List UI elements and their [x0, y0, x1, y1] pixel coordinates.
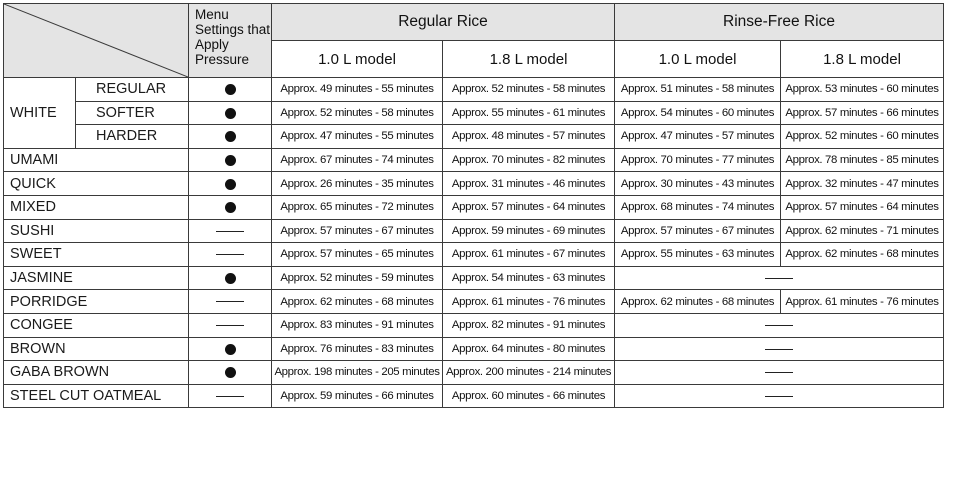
menu-label: SUSHI [10, 222, 55, 239]
menu-cell [4, 148, 189, 172]
pressure-cell [189, 266, 272, 290]
pressure-dot-icon [225, 155, 236, 166]
time-cell-regular-1-0: Approx. 57 minutes - 67 minutes [272, 219, 443, 243]
menu-cell [4, 313, 189, 337]
time-cell-rinse-free-1-8: Approx. 62 minutes - 71 minutes [781, 219, 944, 243]
time-cell-rinse-free-1-8: Approx. 62 minutes - 68 minutes [781, 243, 944, 267]
pressure-cell [189, 148, 272, 172]
pressure-dot-icon [225, 367, 236, 378]
pressure-column-header: Menu Settings that Apply Pressure [189, 4, 272, 78]
menu-label: CONGEE [10, 317, 73, 334]
no-pressure-dash-icon [216, 325, 244, 326]
pressure-cell [189, 384, 272, 408]
menu-label: SWEET [10, 246, 62, 263]
time-cell-regular-1-8: Approx. 59 minutes - 69 minutes [443, 219, 615, 243]
not-applicable-dash-icon [765, 396, 793, 397]
cooking-time-table-wrapper [3, 3, 944, 408]
time-cell-regular-1-0: Approx. 198 minutes - 205 minutes [272, 361, 443, 385]
table-row-mixed [4, 195, 944, 219]
menu-cell [4, 219, 189, 243]
header-corner-cell [4, 4, 189, 78]
not-applicable-cell [615, 313, 944, 337]
pressure-cell [189, 219, 272, 243]
pressure-dot-icon [225, 202, 236, 213]
table-body [4, 78, 944, 408]
time-cell-regular-1-0: Approx. 59 minutes - 66 minutes [272, 384, 443, 408]
time-cell-rinse-free-1-8: Approx. 57 minutes - 64 minutes [781, 195, 944, 219]
pressure-dot-icon [225, 108, 236, 119]
table-row-white-harder [4, 125, 944, 149]
menu-cell [4, 266, 189, 290]
pressure-cell [189, 290, 272, 314]
time-cell-rinse-free-1-8: Approx. 61 minutes - 76 minutes [781, 290, 944, 314]
menu-label: STEEL CUT OATMEAL [10, 388, 162, 405]
not-applicable-dash-icon [765, 325, 793, 326]
not-applicable-dash-icon [765, 349, 793, 350]
time-cell-regular-1-8: Approx. 82 minutes - 91 minutes [443, 313, 615, 337]
time-cell-rinse-free-1-8: Approx. 53 minutes - 60 minutes [781, 78, 944, 102]
submenu-label: HARDER [96, 128, 158, 145]
table-row-jasmine [4, 266, 944, 290]
pressure-dot-icon [225, 84, 236, 95]
time-cell-regular-1-8: Approx. 61 minutes - 76 minutes [443, 290, 615, 314]
table-row-steel-cut-oatmeal [4, 384, 944, 408]
table-row-gaba-brown [4, 361, 944, 385]
menu-label: BROWN [10, 340, 66, 357]
table-row-brown [4, 337, 944, 361]
pressure-cell [189, 172, 272, 196]
model-header-rinse-free-1-0: 1.0 L model [615, 41, 781, 78]
pressure-cell [189, 243, 272, 267]
pressure-cell [189, 337, 272, 361]
time-cell-rinse-free-1-8: Approx. 32 minutes - 47 minutes [781, 172, 944, 196]
table-row-congee [4, 313, 944, 337]
rinse-free-rice-header: Rinse-Free Rice [615, 4, 944, 41]
time-cell-regular-1-8: Approx. 54 minutes - 63 minutes [443, 266, 615, 290]
time-cell-regular-1-0: Approx. 52 minutes - 59 minutes [272, 266, 443, 290]
menu-cell [4, 290, 189, 314]
no-pressure-dash-icon [216, 301, 244, 302]
time-cell-rinse-free-1-0: Approx. 51 minutes - 58 minutes [615, 78, 781, 102]
time-cell-regular-1-8: Approx. 48 minutes - 57 minutes [443, 125, 615, 149]
menu-label: MIXED [10, 199, 56, 216]
model-header-rinse-free-1-8: 1.8 L model [781, 41, 944, 78]
table-row-white-regular [4, 78, 944, 102]
menu-cell [4, 195, 189, 219]
time-cell-rinse-free-1-0: Approx. 30 minutes - 43 minutes [615, 172, 781, 196]
time-cell-rinse-free-1-0: Approx. 55 minutes - 63 minutes [615, 243, 781, 267]
menu-label: QUICK [10, 175, 56, 192]
time-cell-regular-1-8: Approx. 70 minutes - 82 minutes [443, 148, 615, 172]
pressure-dot-icon [225, 131, 236, 142]
time-cell-rinse-free-1-0: Approx. 68 minutes - 74 minutes [615, 195, 781, 219]
time-cell-rinse-free-1-8: Approx. 78 minutes - 85 minutes [781, 148, 944, 172]
time-cell-regular-1-0: Approx. 62 minutes - 68 minutes [272, 290, 443, 314]
time-cell-rinse-free-1-0: Approx. 47 minutes - 57 minutes [615, 125, 781, 149]
time-cell-rinse-free-1-0: Approx. 62 minutes - 68 minutes [615, 290, 781, 314]
pressure-cell [189, 195, 272, 219]
menu-cell [4, 361, 189, 385]
not-applicable-cell [615, 384, 944, 408]
not-applicable-cell [615, 337, 944, 361]
submenu-cell [76, 125, 189, 149]
no-pressure-dash-icon [216, 254, 244, 255]
time-cell-regular-1-0: Approx. 83 minutes - 91 minutes [272, 313, 443, 337]
time-cell-rinse-free-1-8: Approx. 57 minutes - 66 minutes [781, 101, 944, 125]
pressure-cell [189, 101, 272, 125]
pressure-dot-icon [225, 344, 236, 355]
menu-group-label: WHITE [10, 104, 57, 121]
time-cell-regular-1-0: Approx. 49 minutes - 55 minutes [272, 78, 443, 102]
corner-diagonal-line [4, 4, 188, 77]
time-cell-regular-1-8: Approx. 31 minutes - 46 minutes [443, 172, 615, 196]
time-cell-regular-1-8: Approx. 200 minutes - 214 minutes [443, 361, 615, 385]
pressure-cell [189, 125, 272, 149]
table-row-sweet [4, 243, 944, 267]
not-applicable-dash-icon [765, 278, 793, 279]
menu-cell [4, 243, 189, 267]
pressure-dot-icon [225, 179, 236, 190]
time-cell-regular-1-8: Approx. 64 minutes - 80 minutes [443, 337, 615, 361]
menu-cell [4, 337, 189, 361]
time-cell-regular-1-8: Approx. 60 minutes - 66 minutes [443, 384, 615, 408]
time-cell-regular-1-8: Approx. 61 minutes - 67 minutes [443, 243, 615, 267]
time-cell-regular-1-0: Approx. 47 minutes - 55 minutes [272, 125, 443, 149]
not-applicable-cell [615, 361, 944, 385]
menu-group-white [4, 78, 76, 149]
pressure-cell [189, 361, 272, 385]
table-row-quick [4, 172, 944, 196]
pressure-cell [189, 78, 272, 102]
submenu-cell [76, 101, 189, 125]
no-pressure-dash-icon [216, 396, 244, 397]
time-cell-regular-1-0: Approx. 76 minutes - 83 minutes [272, 337, 443, 361]
submenu-label: REGULAR [96, 81, 167, 98]
model-header-regular-1-8: 1.8 L model [443, 41, 615, 78]
time-cell-regular-1-0: Approx. 65 minutes - 72 minutes [272, 195, 443, 219]
menu-label: GABA BROWN [10, 364, 110, 381]
time-cell-regular-1-0: Approx. 26 minutes - 35 minutes [272, 172, 443, 196]
no-pressure-dash-icon [216, 231, 244, 232]
table-row-porridge [4, 290, 944, 314]
submenu-cell [76, 78, 189, 102]
pressure-dot-icon [225, 273, 236, 284]
menu-cell [4, 384, 189, 408]
time-cell-rinse-free-1-8: Approx. 52 minutes - 60 minutes [781, 125, 944, 149]
table-row-white-softer [4, 101, 944, 125]
time-cell-regular-1-0: Approx. 67 minutes - 74 minutes [272, 148, 443, 172]
submenu-label: SOFTER [96, 104, 155, 121]
menu-label: PORRIDGE [10, 293, 88, 310]
time-cell-regular-1-0: Approx. 52 minutes - 58 minutes [272, 101, 443, 125]
time-cell-rinse-free-1-0: Approx. 57 minutes - 67 minutes [615, 219, 781, 243]
table-row-umami [4, 148, 944, 172]
time-cell-regular-1-8: Approx. 57 minutes - 64 minutes [443, 195, 615, 219]
time-cell-regular-1-8: Approx. 52 minutes - 58 minutes [443, 78, 615, 102]
time-cell-rinse-free-1-0: Approx. 70 minutes - 77 minutes [615, 148, 781, 172]
menu-cell [4, 172, 189, 196]
menu-label: UMAMI [10, 152, 59, 169]
not-applicable-cell [615, 266, 944, 290]
table-row-sushi [4, 219, 944, 243]
model-header-regular-1-0: 1.0 L model [272, 41, 443, 78]
menu-label: JASMINE [10, 270, 73, 287]
not-applicable-dash-icon [765, 372, 793, 373]
time-cell-rinse-free-1-0: Approx. 54 minutes - 60 minutes [615, 101, 781, 125]
regular-rice-header: Regular Rice [272, 4, 615, 41]
time-cell-regular-1-8: Approx. 55 minutes - 61 minutes [443, 101, 615, 125]
time-cell-regular-1-0: Approx. 57 minutes - 65 minutes [272, 243, 443, 267]
pressure-cell [189, 313, 272, 337]
cooking-time-table [3, 3, 944, 408]
